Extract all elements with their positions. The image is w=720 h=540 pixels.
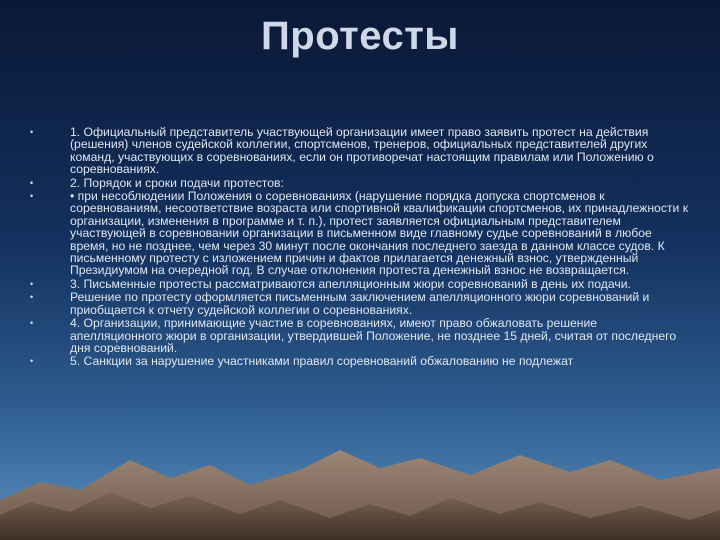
list-item-text: 4. Организации, принимающие участие в соревнованиях, имеют право обжаловать решение апелляционного жюри в организации, утвердившей Положение, не позднее 15 дней, считая от последнего дня соревнований. [70, 316, 677, 355]
bullet-icon: • [30, 318, 34, 329]
bullet-icon: • [30, 278, 34, 289]
list-item [30, 291, 690, 316]
list-item [30, 190, 690, 277]
bullet-icon: • [30, 292, 34, 303]
bullet-list [30, 126, 690, 368]
slide-content [30, 126, 690, 369]
slide-title: Протесты [261, 14, 459, 58]
list-item-text: 3. Письменные протесты рассматриваются апелляционным жюри соревнований в день их подачи. [70, 276, 631, 291]
list-item [30, 177, 690, 189]
bullet-icon: • [30, 127, 34, 137]
list-item [30, 126, 690, 176]
list-item [30, 355, 690, 367]
list-item-text: 1. Официальный представитель участвующей организации имеет право заявить протест на действия (решения) членов судейской коллегии, спортсменов, тренеров, официальных представителей других команд, участвующих в соревнованиях, если он противоречат настоящим правилам или Положению о соревнованиях. [70, 125, 654, 177]
bullet-icon: • [30, 177, 34, 188]
list-item-text: 2. Порядок и сроки подачи протестов: [70, 175, 284, 190]
list-item-text: 5. Санкции за нарушение участниками правил соревнований обжалованию не подлежат [70, 354, 574, 369]
list-item-text: • при несоблюдении Положения о соревнованиях (нарушение порядка допуска спортсменов к соревнованиям, несоответствие возраста или спортивной квалификации спортсменов, их принадлежности к организации, изменения в программе и т. п.), протест заявляется официальным представителем участвующей в соревновании организации в письменном виде главному судье соревнований в любое время, но не позднее, чем через 30 минут после окончания последнего заезда в данном классе судов. К письменному протесту с изложением причин и фактов прилагается денежный взнос, утвержденный Президиумом на очередной год. В случае отклонения протеста денежный взнос не возвращается. [70, 189, 689, 278]
bullet-icon: • [30, 356, 34, 367]
bullet-icon: • [30, 191, 34, 202]
mountains-image [0, 430, 720, 540]
list-item-text: Решение по протесту оформляется письменным заключением апелляционного жюри соревнований и приобщается к отчету судейской коллегии о соревнованиях. [70, 290, 650, 317]
list-item [30, 317, 690, 354]
list-item [30, 278, 690, 290]
